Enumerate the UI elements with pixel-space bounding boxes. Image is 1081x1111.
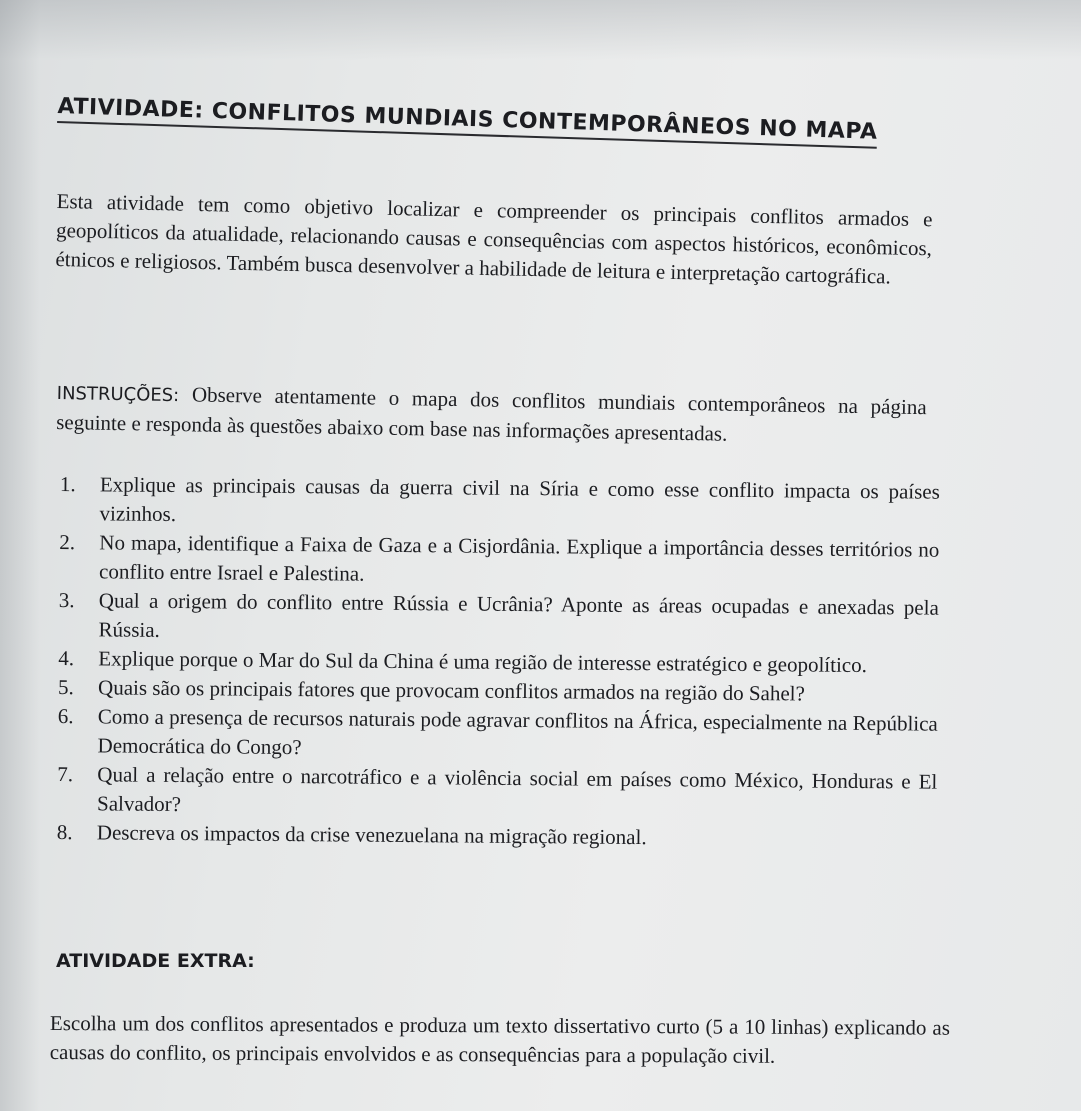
- question-text: Qual a origem do conflito entre Rússia e Ucrânia? Aponte as áreas ocupadas e anexadas pela Rússia.: [98, 588, 939, 642]
- intro-paragraph: Esta atividade tem como objetivo localizar e compreender os principais conflitos armados e geopolíticos da atualidade, relacionando causas e consequências com aspectos históricos, econômicos, étnicos e religiosos. Também busca desenvolver a habilidade de leitura e interpretação cartográfica.: [55, 188, 933, 289]
- question-number: 6.: [57, 703, 74, 729]
- top-shadow: [0, 0, 1081, 60]
- instructions-text: Observe atentamente o mapa dos conflitos mundiais contemporâneos na página seguinte e responda às questões abaixo com base nas informações apresentadas.: [56, 382, 927, 446]
- questions-list: [57, 470, 940, 855]
- question-item: [58, 586, 938, 652]
- question-number: 4.: [58, 645, 75, 671]
- question-item: [57, 760, 937, 826]
- instructions-label: INSTRUÇÕES:: [56, 382, 180, 407]
- question-number: 3.: [58, 587, 75, 613]
- question-text: No mapa, identifique a Faixa de Gaza e a Cisjordânia. Explique a importância desses territórios no conflito entre Israel e Palestina.: [99, 530, 940, 586]
- extra-activity-title: ATIVIDADE EXTRA:: [56, 950, 255, 972]
- instructions-paragraph: [56, 378, 927, 452]
- question-item: [59, 528, 939, 594]
- question-item: [59, 470, 939, 536]
- question-number: 5.: [58, 674, 74, 700]
- question-item: [57, 702, 937, 768]
- extra-activity-paragraph: Escolha um dos conflitos apresentados e produza um texto dissertativo curto (5 a 10 linhas) explicando as causas do conflito, os principais envolvidos e as consequências para a população civil.: [49, 1011, 950, 1068]
- question-number: 2.: [59, 529, 76, 555]
- question-number: 7.: [57, 761, 74, 787]
- question-number: 8.: [56, 819, 73, 845]
- question-number: 1.: [59, 471, 76, 497]
- question-text: Quais são os principais fatores que provocam conflitos armados na região do Sahel?: [98, 675, 805, 706]
- activity-title: ATIVIDADE: CONFLITOS MUNDIAIS CONTEMPORÂNEOS NO MAPA: [57, 94, 878, 149]
- question-text: Descreva os impactos da crise venezuelana na migração regional.: [96, 820, 647, 850]
- question-text: Explique as principais causas da guerra civil na Síria e como esse conflito impacta os países vizinhos.: [99, 472, 940, 527]
- question-text: Qual a relação entre o narcotráfico e a violência social em países como México, Honduras e El Salvador?: [96, 762, 938, 817]
- question-text: Explique porque o Mar do Sul da China é uma região de interesse estratégico e geopolítico.: [98, 646, 868, 678]
- question-text: Como a presença de recursos naturais pode agravar conflitos na África, especialmente na República Democrática do Congo?: [97, 704, 938, 760]
- left-shadow: [0, 0, 40, 1111]
